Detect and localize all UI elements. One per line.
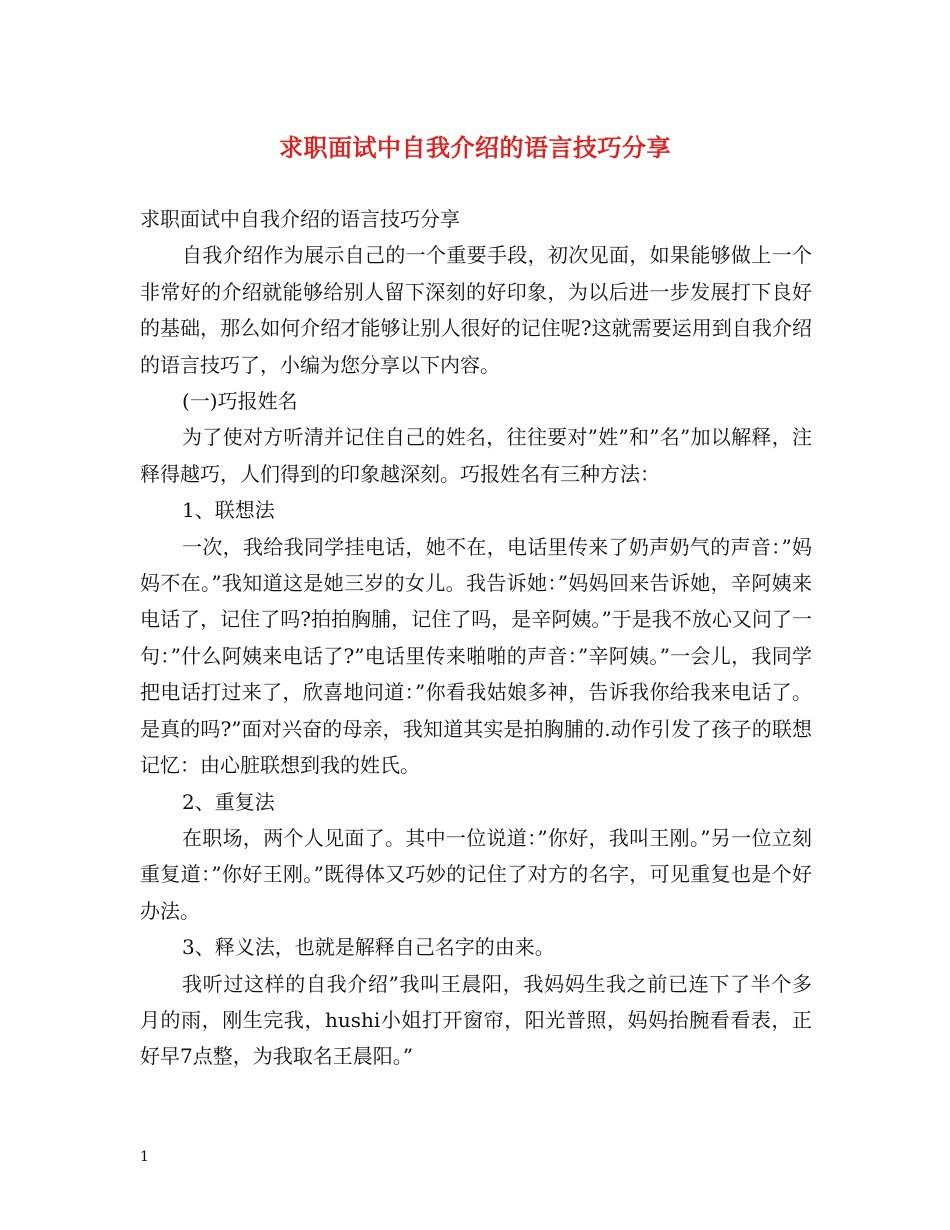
page-number: 1	[140, 1149, 149, 1165]
method-heading: 2、重复法	[182, 789, 275, 814]
document-body	[140, 201, 812, 1075]
paragraph: 自我介绍作为展示自己的一个重要手段，初次见面，如果能够做上一个非常好的介绍就能够给别人留下深刻的好印象，为以后进一步发展打下良好的基础，那么如何介绍才能够让别人很好的记住呢?这就需要运用到自我介绍的语言技巧了，小编为您分享以下内容。	[140, 243, 812, 377]
paragraph: 一次，我给我同学挂电话，她不在，电话里传来了奶声奶气的声音：”妈妈不在。”我知道这是她三岁的女儿。我告诉她：”妈妈回来告诉她，辛阿姨来电话了，记住了吗?拍拍胸脯，记住了吗，是辛阿姨。”于是我不放心又问了一句：”什么阿姨来电话了?”电话里传来啪啪的声音：”辛阿姨。”一会儿，我同学把电话打过来了，欣喜地问道：”你看我姑娘多神，告诉我你给我来电话了。是真的吗?”面对兴奋的母亲，我知道其实是拍胸脯的.动作引发了孩子的联想记忆：由心脏联想到我的姓氏。	[140, 534, 812, 778]
paragraph: 为了使对方听清并记住自己的姓名，往往要对”姓”和”名”加以解释，注释得越巧，人们得到的印象越深刻。巧报姓名有三种方法：	[140, 425, 812, 486]
paragraph: 在职场，两个人见面了。其中一位说道：”你好，我叫王刚。”另一位立刻重复道：”你好王刚。”既得体又巧妙的记住了对方的名字，可见重复也是个好办法。	[140, 825, 812, 923]
method-heading: 3、释义法，也就是解释自己名字的由来。	[182, 935, 555, 960]
document-title: 求职面试中自我介绍的语言技巧分享	[279, 133, 671, 162]
paragraph: 我听过这样的自我介绍”我叫王晨阳，我妈妈生我之前已连下了半个多月的雨，刚生完我，hushi小姐打开窗帘，阳光普照，妈妈抬腕看看表，正好早7点整，为我取名王晨阳。”	[140, 971, 812, 1069]
paragraph: 求职面试中自我介绍的语言技巧分享	[140, 207, 460, 231]
method-heading: 1、联想法	[182, 498, 275, 523]
section-heading: (一)巧报姓名	[182, 389, 298, 414]
